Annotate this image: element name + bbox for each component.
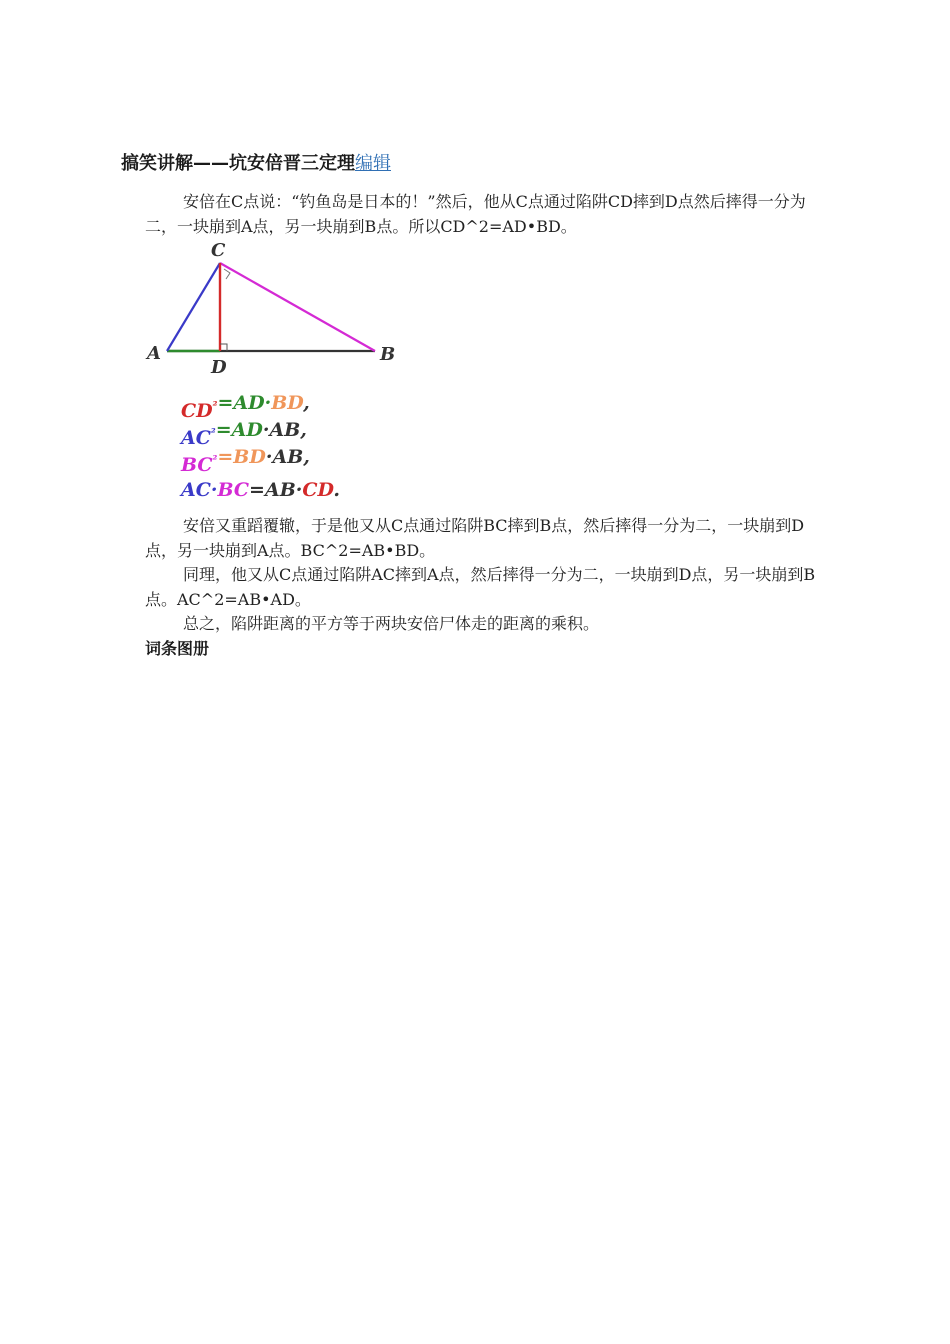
equation-term: ²: [212, 453, 218, 466]
edit-link[interactable]: 编辑: [355, 153, 391, 174]
paragraph: 安倍又重蹈覆辙，于是他又从C点通过陷阱BC摔到B点，然后摔得一分为二，一块崩到D点，另一块崩到A点。BC^2=AB•BD。: [145, 516, 805, 560]
paragraph: 安倍在C点说：“钓鱼岛是日本的！”然后，他从C点通过陷阱CD摔到D点然后摔得一分为二，一块崩到A点，另一块崩到B点。所以CD^2=AD•BD。: [145, 192, 806, 236]
right-angle-mark-c: [224, 269, 230, 279]
section-heading: [121, 152, 391, 176]
segment-ac: [167, 263, 220, 351]
equation-term: ·: [210, 479, 218, 501]
equation-term: AB: [264, 479, 296, 501]
equation-bc-squared: [180, 446, 310, 476]
equation-term: CD: [181, 400, 213, 422]
segment-bc: [220, 263, 375, 351]
equation-term: ·: [295, 479, 303, 501]
equation-term: =: [217, 392, 234, 414]
equation-term: BC: [217, 479, 250, 501]
heading-title: 搞笑讲解——坑安倍晋三定理: [121, 153, 355, 174]
equation-term: BD: [233, 446, 266, 468]
equation-term: AB: [269, 419, 301, 441]
vertex-label-b: B: [380, 344, 396, 365]
equation-term: ·: [262, 419, 270, 441]
equation-term: ·: [265, 446, 273, 468]
equation-term: AB: [272, 446, 304, 468]
equation-term: CD: [302, 479, 334, 501]
triangle-figure: [140, 238, 410, 508]
equation-term: ,: [303, 392, 310, 414]
equation-term: =: [215, 419, 232, 441]
equation-cd-squared: [181, 392, 310, 422]
equation-term: .: [333, 479, 340, 501]
equation-term: ,: [300, 419, 307, 441]
equation-term: =: [249, 479, 265, 501]
equation-term: =: [217, 446, 234, 468]
equation-term: ²: [212, 399, 218, 412]
equation-product: [179, 479, 340, 501]
triangle-diagram: [140, 238, 410, 508]
equation-term: BD: [271, 392, 304, 414]
equation-term: ·: [264, 392, 272, 414]
equation-term: ,: [303, 446, 310, 468]
equation-ac-squared: [179, 419, 307, 449]
equation-term: AD: [231, 419, 263, 441]
equation-term: ²: [210, 426, 216, 439]
vertex-label-d: D: [211, 357, 227, 378]
paragraph: 同理，他又从C点通过陷阱AC摔到A点，然后摔得一分为二，一块崩到D点，另一块崩到B点。AC^2=AB•AD。: [145, 565, 816, 609]
gallery-caption: 词条图册: [145, 639, 210, 658]
equation-term: AC: [181, 427, 211, 449]
equation-term: AC: [181, 479, 211, 501]
vertex-label-a: A: [147, 343, 161, 364]
vertex-label-c: C: [211, 240, 226, 261]
equation-term: BC: [181, 454, 213, 476]
equation-term: AD: [233, 392, 265, 414]
paragraph: 总之，陷阱距离的平方等于两块安倍尸体走的距离的乘积。: [183, 614, 600, 633]
